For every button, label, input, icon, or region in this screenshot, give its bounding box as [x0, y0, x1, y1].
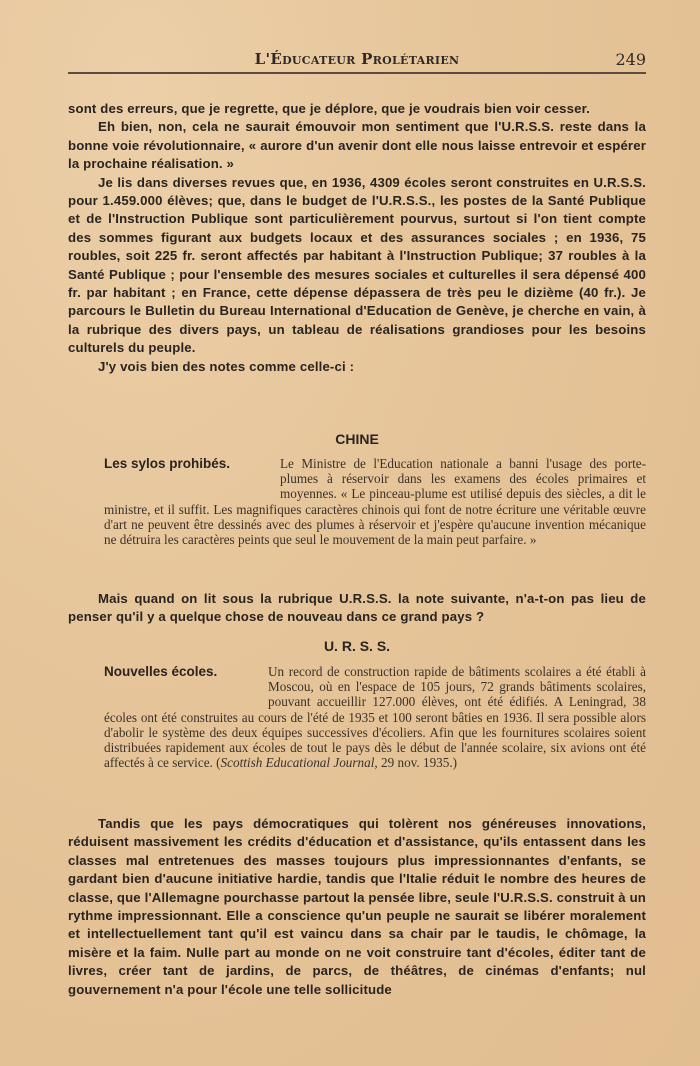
note-text: Un record de construction rapide de bâtiments scolaires a été établi à Moscou, où en l'espace de 105 jours, 72 grands bâtiments scolaires, pouvant accueillir 127.000 élèves, ont été édifiés. A Leningrad, 38 écoles ont été construites au cours de l'été de 1935 et 100 seront bâties en 1936. Il sera possible alors d'abolir le système des deux équipes successives d'écoliers. Afin que les fournitures scolaires soient distribuées rapidement aux écoles de tout le pays dès le début de l'année scolaire, six avions ont été affectés à ce service. (Scottish Educational Journal, 29 nov. 1935.): [104, 664, 646, 771]
paragraph: sont des erreurs, que je regrette, que je déplore, que je voudrais bien voir cesser.: [68, 101, 590, 116]
paragraph: Je lis dans diverses revues que, en 1936, 4309 écoles seront construites en U.R.S.S. pour 1.459.000 élèves; que, dans le budget de l'U.R.S.S., les postes de la Santé Publique et de l'Instruction Publique sont particulièrement pourvus, surtout si l'on tient compte des sommes figurant aux budgets locaux et des assurances sociales ; en 1936, 75 roubles, soit 225 fr. seront affectés par habitant à l'Instruction Publique; 37 roubles à la Santé Publique ; pour l'ensemble des mesures sociales et culturelles il sera dépensé 400 fr. par habitant ; en France, cette dépense dépassera de très peu le dizième (40 fr.). Je parcours le Bulletin du Bureau International d'Education de Genève, je cherche en vain, à la rubrique des divers pays, un tableau de réalisations grandioses pour les besoins culturels du peuple.: [68, 174, 646, 356]
top-paragraphs: [68, 100, 646, 376]
paragraph: Eh bien, non, cela ne saurait émouvoir mon sentiment que l'U.R.S.S. reste dans la bonne voie révolutionnaire, « aurore d'un avenir dont elle nous laisse entrevoir et espérer la prochaine réalisation. »: [68, 119, 646, 172]
paragraph: J'y vois bien des notes comme celle-ci :: [98, 358, 355, 374]
note-label: Les sylos prohibés.: [104, 456, 231, 471]
note-label: Nouvelles écoles.: [104, 664, 218, 679]
paragraph-middle: Mais quand on lit sous la rubrique U.R.S.S. la note suivante, n'a-t-on pas lieu de penser qu'il y a quelque chose de nouveau dans ce grand pays ?: [68, 591, 646, 625]
section-heading-china: CHINE: [335, 431, 379, 447]
note-china: [104, 456, 646, 547]
section-heading-urss: U. R. S. S.: [323, 638, 391, 654]
page-number: 249: [615, 50, 646, 69]
journal-title: L'Éducateur Prolétarien: [254, 50, 460, 68]
paragraph-bottom: Tandis que les pays démocratiques qui tolèrent nos généreuses innovations, réduisent massivement les crédits d'éducation et d'assistance, qu'ils entassent dans les classes mal entretenues des masses toujours plus impressionnantes d'enfants, se gardant bien d'aucune initiative hardie, tandis que l'Italie réduit le nombre des heures de classe, que l'Allemagne pourchasse partout la pensée libre, seule l'U.R.S.S. construit à un rythme impressionnant. Elle a conscience qu'un peuple ne saurait se libérer moralement et intellectuellement tant qu'il est vaincu dans sa chair par le taudis, le chômage, la misère et la faim. Nulle part au monde on ne voit construire tant d'écoles, éditer tant de livres, créer tant de jardins, de parcs, de théâtres, de cinémas d'enfants; nul gouvernement n'a pour l'école une telle sollicitude: [68, 816, 646, 997]
citation-source: Scottish Educational Journal: [220, 755, 375, 771]
running-header: [68, 46, 646, 72]
header-rule: [68, 72, 646, 74]
note-text: Le Ministre de l'Education nationale a banni l'usage des porte-plumes à réservoir dans les examens des écoles primaires et moyennes. « Le pinceau-plume est utilisé depuis des siècles, a dit le ministre, et il suffit. Les magnifiques caractères chinois qui font de notre écriture une véritable œuvre d'art ne peuvent être dessinés avec des plumes à réservoir et j'espère qu'aucune invention mécanique ne détruira les caractères peints que seul le mouvement de la main peut parfaire. »: [104, 456, 646, 548]
note-urss: [104, 664, 646, 770]
